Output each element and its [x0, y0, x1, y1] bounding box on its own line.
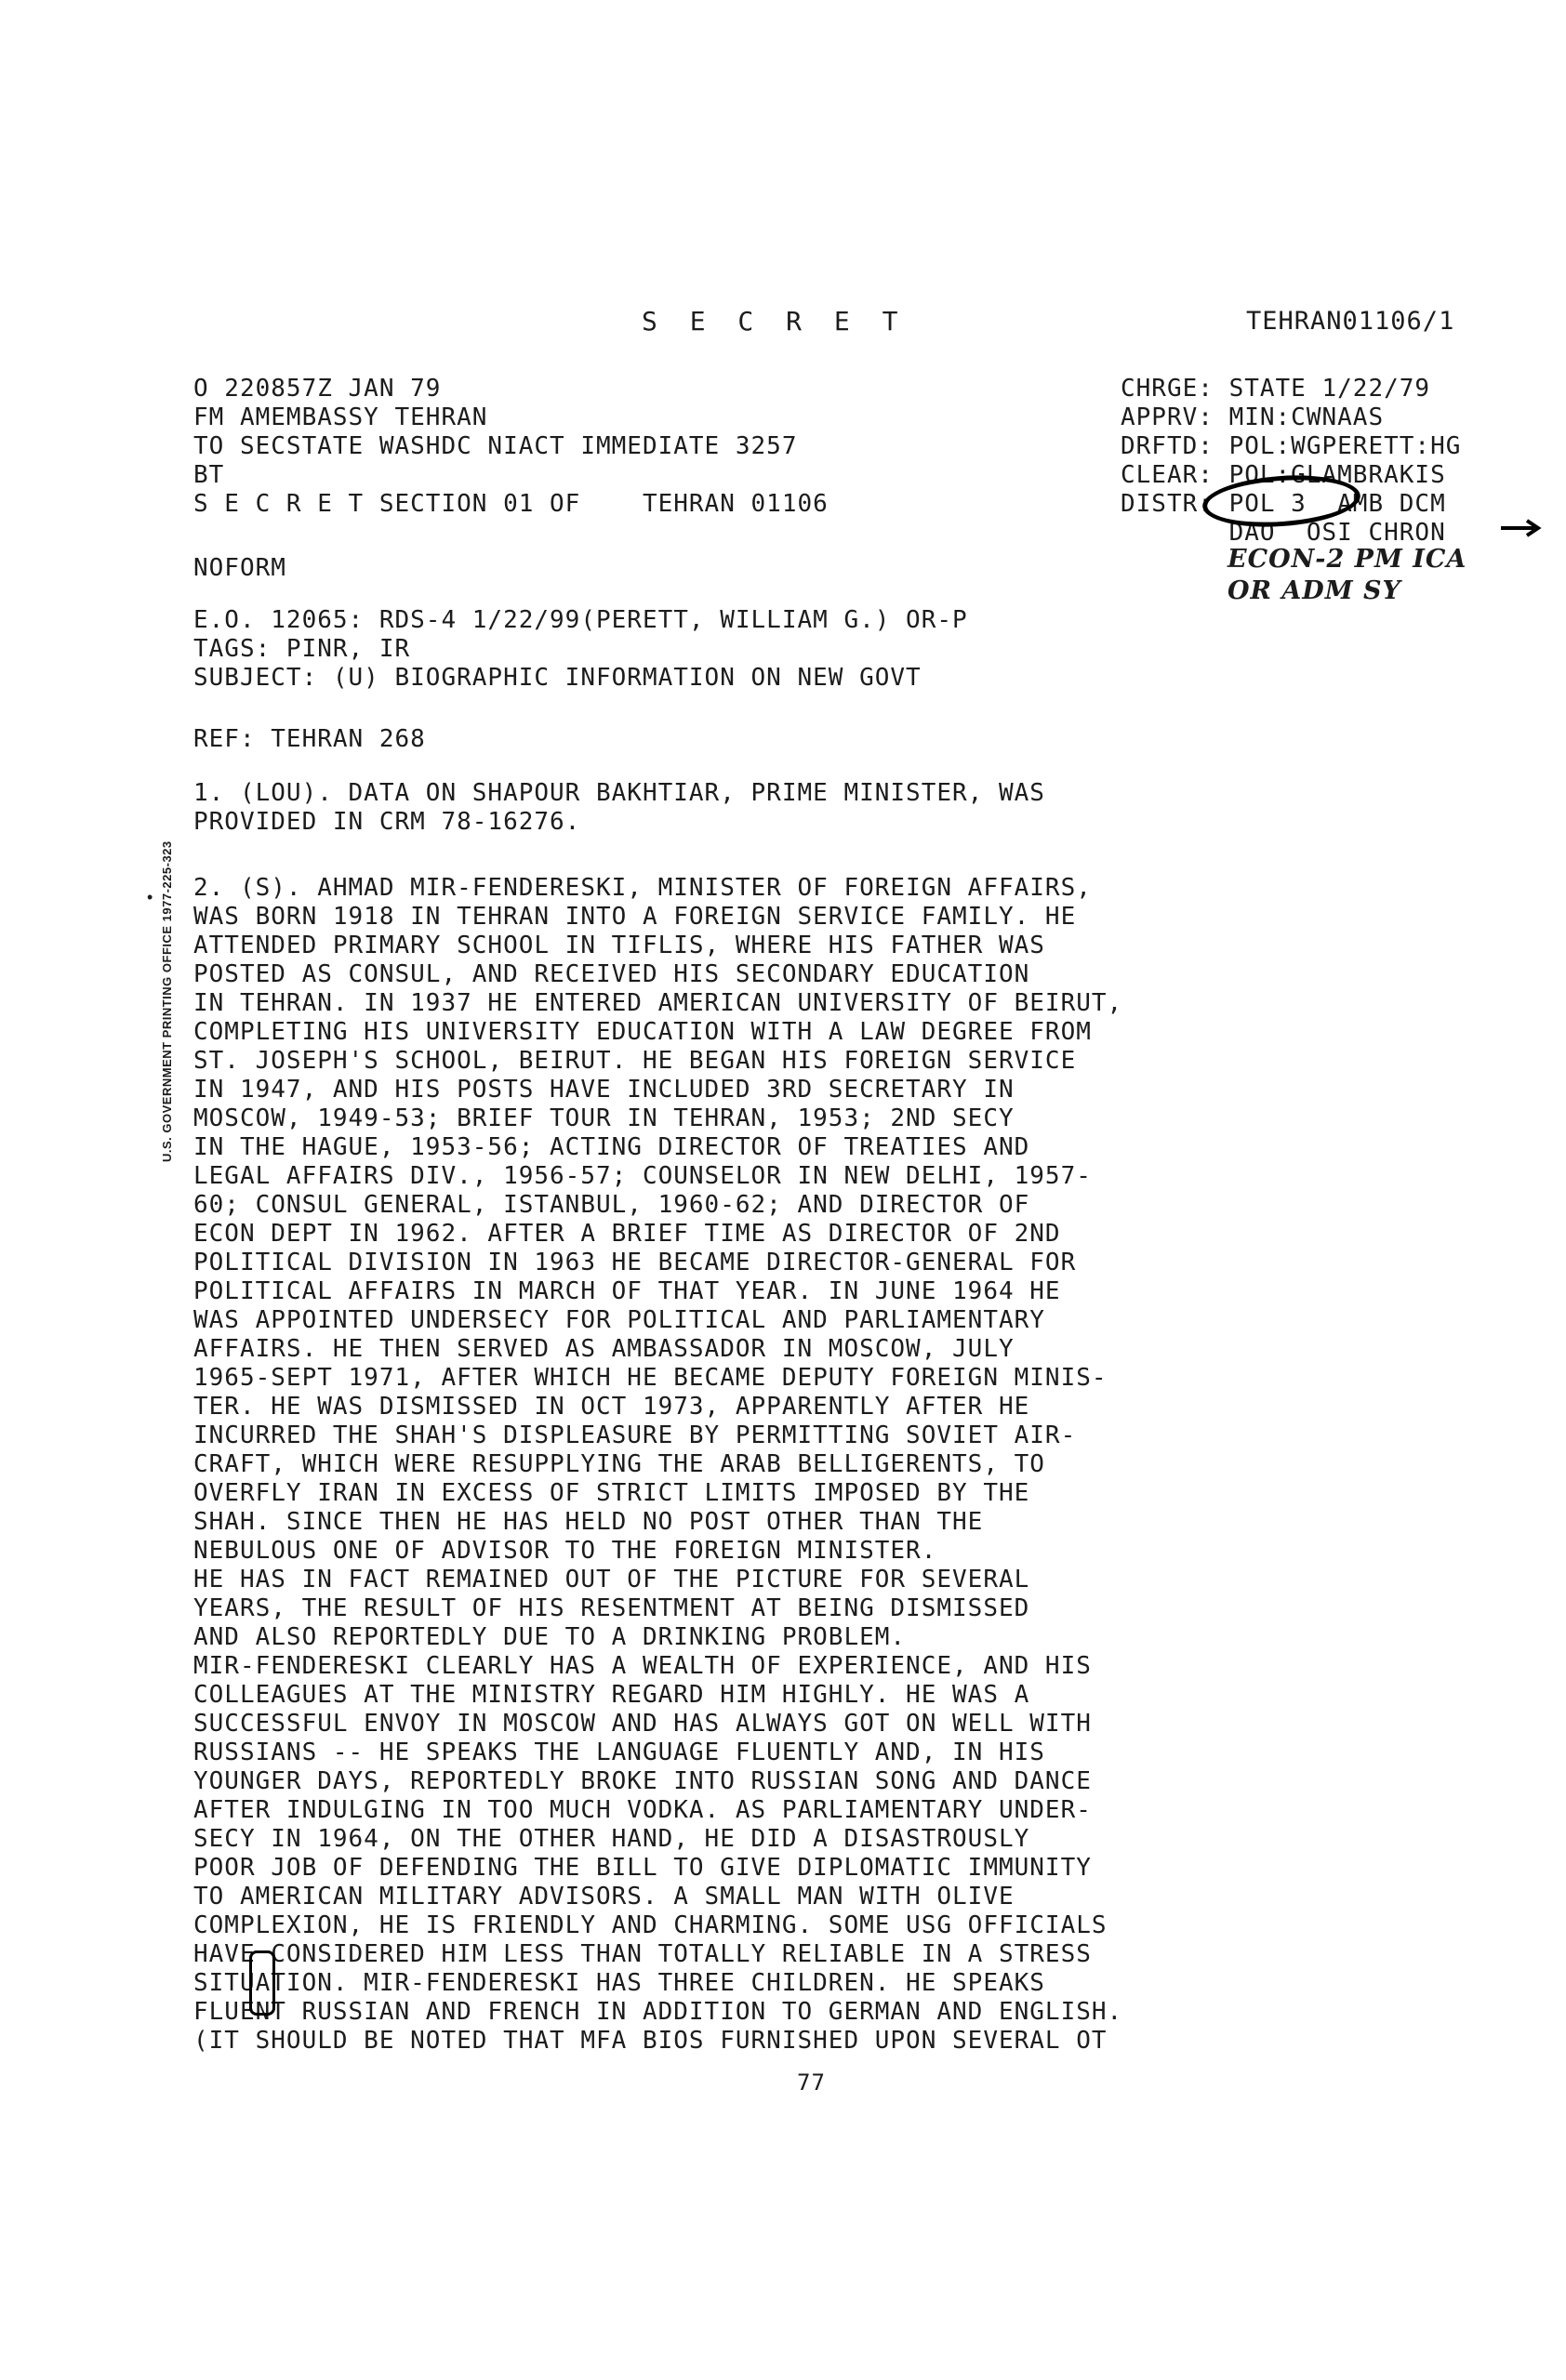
page-number: 77 [797, 2069, 826, 2096]
telegram-number: TEHRAN01106/1 [1246, 307, 1455, 336]
text-line: RUSSIANS -- HE SPEAKS THE LANGUAGE FLUENTLY AND, IN HIS [193, 1739, 1045, 1766]
routing-line: CHRGE: STATE 1/22/79 [1121, 375, 1431, 403]
text-line: MOSCOW, 1949-53; BRIEF TOUR IN TEHRAN, 1953; 2ND SECY [193, 1104, 1015, 1132]
text-line: TER. HE WAS DISMISSED IN OCT 1973, APPARENTLY AFTER HE [193, 1393, 1030, 1421]
tags-line: TAGS: PINR, IR [193, 635, 411, 663]
text-line: COMPLEXION, HE IS FRIENDLY AND CHARMING. SOME USG OFFICIALS [193, 1911, 1108, 1939]
text-line: 2. (S). AHMAD MIR-FENDERESKI, MINISTER OF FOREIGN AFFAIRS, [193, 874, 1092, 902]
text-line: COMPLETING HIS UNIVERSITY EDUCATION WITH A LAW DEGREE FROM [193, 1018, 1092, 1046]
text-line: ATTENDED PRIMARY SCHOOL IN TIFLIS, WHERE HIS FATHER WAS [193, 932, 1045, 959]
subject-line: SUBJECT: (U) BIOGRAPHIC INFORMATION ON NEW GOVT [193, 664, 922, 692]
text-line: IN TEHRAN. IN 1937 HE ENTERED AMERICAN UNIVERSITY OF BEIRUT, [193, 989, 1123, 1017]
routing-line: CLEAR: POL:GLAMBRAKIS [1121, 461, 1446, 489]
routing-line: DAO OSI CHRON [1121, 519, 1446, 547]
header-line: TO SECSTATE WASHDC NIACT IMMEDIATE 3257 [193, 432, 798, 460]
text-line: LEGAL AFFAIRS DIV., 1956-57; COUNSELOR IN NEW DELHI, 1957- [193, 1162, 1092, 1190]
noform-caveat: NOFORM [193, 554, 286, 582]
text-line: SITUATION. MIR-FENDERESKI HAS THREE CHILDREN. HE SPEAKS [193, 1969, 1045, 1997]
routing-line: DISTR: POL 3 AMB DCM [1121, 490, 1446, 518]
text-line: 1. (LOU). DATA ON SHAPOUR BAKHTIAR, PRIME MINISTER, WAS [193, 779, 1045, 807]
handwritten-line: ECON-2 PM ICA [1228, 545, 1467, 574]
text-line: AFTER INDULGING IN TOO MUCH VODKA. AS PARLIAMENTARY UNDER- [193, 1796, 1092, 1824]
text-line: IN THE HAGUE, 1953-56; ACTING DIRECTOR OF TREATIES AND [193, 1133, 1030, 1161]
routing-line: APPRV: MIN:CWNAAS [1121, 403, 1385, 431]
text-line: POLITICAL DIVISION IN 1963 HE BECAME DIRECTOR-GENERAL FOR [193, 1249, 1077, 1276]
text-line: POSTED AS CONSUL, AND RECEIVED HIS SECONDARY EDUCATION [193, 960, 1030, 988]
text-line: HE HAS IN FACT REMAINED OUT OF THE PICTURE FOR SEVERAL [193, 1566, 1030, 1593]
text-line: NEBULOUS ONE OF ADVISOR TO THE FOREIGN MINISTER. [193, 1537, 937, 1565]
handwritten-line: OR ADM SY [1228, 576, 1401, 605]
text-line: PROVIDED IN CRM 78-16276. [193, 808, 581, 836]
routing-line: DRFTD: POL:WGPERETT:HG [1121, 432, 1462, 460]
text-line: FLUENT RUSSIAN AND FRENCH IN ADDITION TO GERMAN AND ENGLISH. [193, 1998, 1123, 2026]
text-line: SHAH. SINCE THEN HE HAS HELD NO POST OTHER THAN THE [193, 1508, 984, 1536]
text-line: WAS BORN 1918 IN TEHRAN INTO A FOREIGN SERVICE FAMILY. HE [193, 903, 1077, 931]
text-line: INCURRED THE SHAH'S DISPLEASURE BY PERMITTING SOVIET AIR- [193, 1421, 1077, 1449]
header-line: BT [193, 461, 225, 489]
reference-line: REF: TEHRAN 268 [193, 725, 426, 753]
eo-line: E.O. 12065: RDS-4 1/22/99(PERETT, WILLIAM G.) OR-P [193, 606, 968, 634]
handwritten-arrow-icon [1499, 517, 1546, 539]
text-line: 60; CONSUL GENERAL, ISTANBUL, 1960-62; AND DIRECTOR OF [193, 1191, 1030, 1219]
text-line: TO AMERICAN MILITARY ADVISORS. A SMALL MAN WITH OLIVE [193, 1883, 1015, 1911]
text-line: YEARS, THE RESULT OF HIS RESENTMENT AT BEING DISMISSED [193, 1594, 1030, 1622]
text-line: ECON DEPT IN 1962. AFTER A BRIEF TIME AS DIRECTOR OF 2ND [193, 1220, 1061, 1248]
handwritten-distribution-notes [1228, 544, 1466, 607]
header-line: O 220857Z JAN 79 [193, 375, 442, 403]
text-line: OVERFLY IRAN IN EXCESS OF STRICT LIMITS IMPOSED BY THE [193, 1479, 1030, 1507]
margin-bullet: • [147, 888, 154, 906]
paragraph-1 [193, 779, 1045, 837]
printing-office-imprint: U.S. GOVERNMENT PRINTING OFFICE 1977-225-323 [160, 840, 174, 1162]
text-line: IN 1947, AND HIS POSTS HAVE INCLUDED 3RD SECRETARY IN [193, 1076, 1015, 1104]
text-line: YOUNGER DAYS, REPORTEDLY BROKE INTO RUSSIAN SONG AND DANCE [193, 1767, 1092, 1795]
header-line: FM AMEMBASSY TEHRAN [193, 403, 488, 431]
text-line: AFFAIRS. HE THEN SERVED AS AMBASSADOR IN MOSCOW, JULY [193, 1335, 1015, 1363]
classification-marking: S E C R E T [642, 306, 907, 337]
text-line: AND ALSO REPORTEDLY DUE TO A DRINKING PROBLEM. [193, 1623, 907, 1651]
text-line: COLLEAGUES AT THE MINISTRY REGARD HIM HIGHLY. HE WAS A [193, 1681, 1030, 1709]
message-header [193, 375, 829, 519]
meta-block [193, 606, 968, 693]
paragraph-2 [193, 874, 1122, 2056]
text-line: HAVE CONSIDERED HIM LESS THAN TOTALLY RELIABLE IN A STRESS [193, 1940, 1092, 1968]
text-line: 1965-SEPT 1971, AFTER WHICH HE BECAME DEPUTY FOREIGN MINIS- [193, 1364, 1108, 1392]
text-line: CRAFT, WHICH WERE RESUPPLYING THE ARAB BELLIGERENTS, TO [193, 1450, 1045, 1478]
text-line: ST. JOSEPH'S SCHOOL, BEIRUT. HE BEGAN HIS FOREIGN SERVICE [193, 1047, 1077, 1075]
text-line: SECY IN 1964, ON THE OTHER HAND, HE DID A DISASTROUSLY [193, 1825, 1030, 1853]
text-line: WAS APPOINTED UNDERSECY FOR POLITICAL AND PARLIAMENTARY [193, 1306, 1045, 1334]
text-line: SUCCESSFUL ENVOY IN MOSCOW AND HAS ALWAYS GOT ON WELL WITH [193, 1710, 1092, 1738]
text-line: POOR JOB OF DEFENDING THE BILL TO GIVE DIPLOMATIC IMMUNITY [193, 1854, 1092, 1882]
text-line: POLITICAL AFFAIRS IN MARCH OF THAT YEAR. IN JUNE 1964 HE [193, 1277, 1061, 1305]
text-line: (IT SHOULD BE NOTED THAT MFA BIOS FURNISHED UPON SEVERAL OT [193, 2027, 1108, 2055]
text-line: MIR-FENDERESKI CLEARLY HAS A WEALTH OF EXPERIENCE, AND HIS [193, 1652, 1092, 1680]
header-line: S E C R E T SECTION 01 OF TEHRAN 01106 [193, 490, 829, 518]
handwritten-bracket-mark [249, 1950, 275, 2016]
